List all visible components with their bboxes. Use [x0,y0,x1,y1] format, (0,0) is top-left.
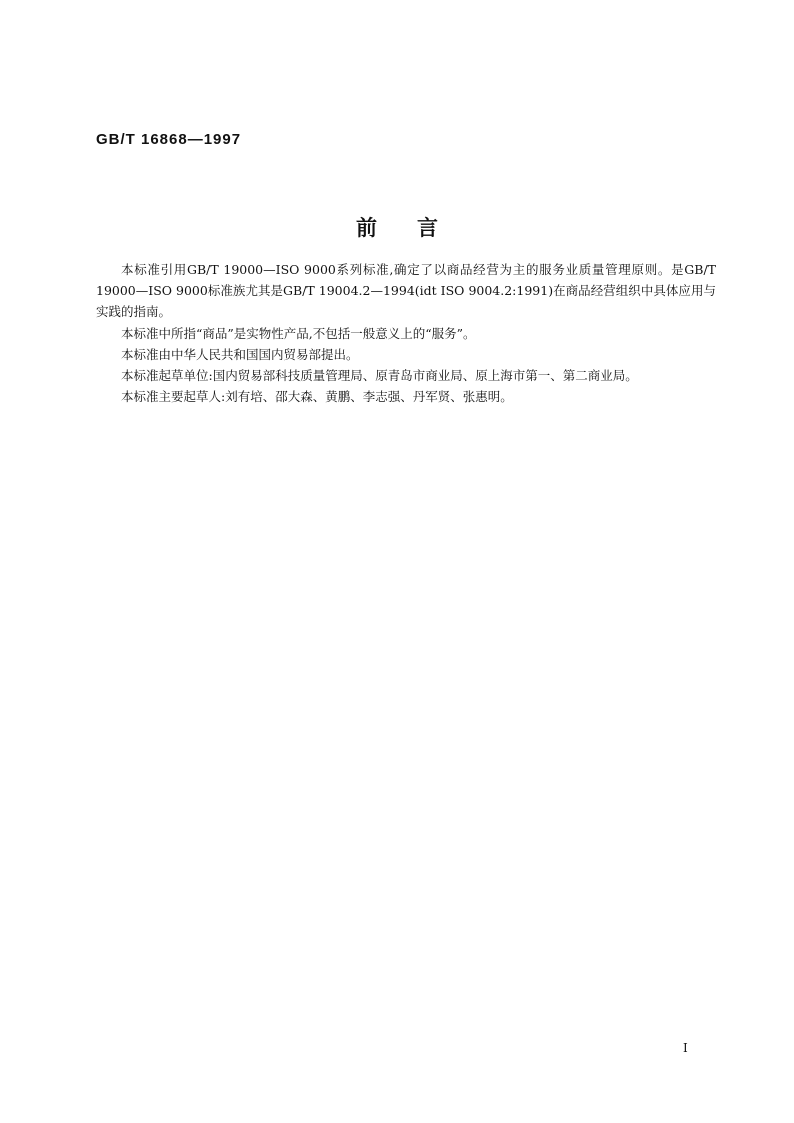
paragraph-definition: 本标准中所指“商品”是实物性产品,不包括一般意义上的“服务”。 [121,325,476,341]
foreword-body [96,259,716,407]
paragraph-drafters: 本标准主要起草人:刘有培、邵大森、黄鹏、李志强、丹军贤、张惠明。 [121,389,513,405]
paragraph-proposer: 本标准由中华人民共和国国内贸易部提出。 [121,346,359,362]
page-title: 前言 [356,216,478,240]
page-number: I [683,1041,688,1055]
paragraph-scope: 本标准引用GB/T 19000—ISO 9000系列标准,确定了以商品经营为主的服务业质量管理原则。是GB/T 19000—ISO 9000标准族尤其是GB/T 19004.2—1994(idt ISO 9004.2:1991)在商品经营组织中具体应用与实践的指南。 [96,262,716,320]
paragraph-drafting-units: 本标准起草单位:国内贸易部科技质量管理局、原青岛市商业局、原上海市第一、第二商业局。 [121,368,638,384]
standard-number: GB/T 16868—1997 [96,131,242,148]
